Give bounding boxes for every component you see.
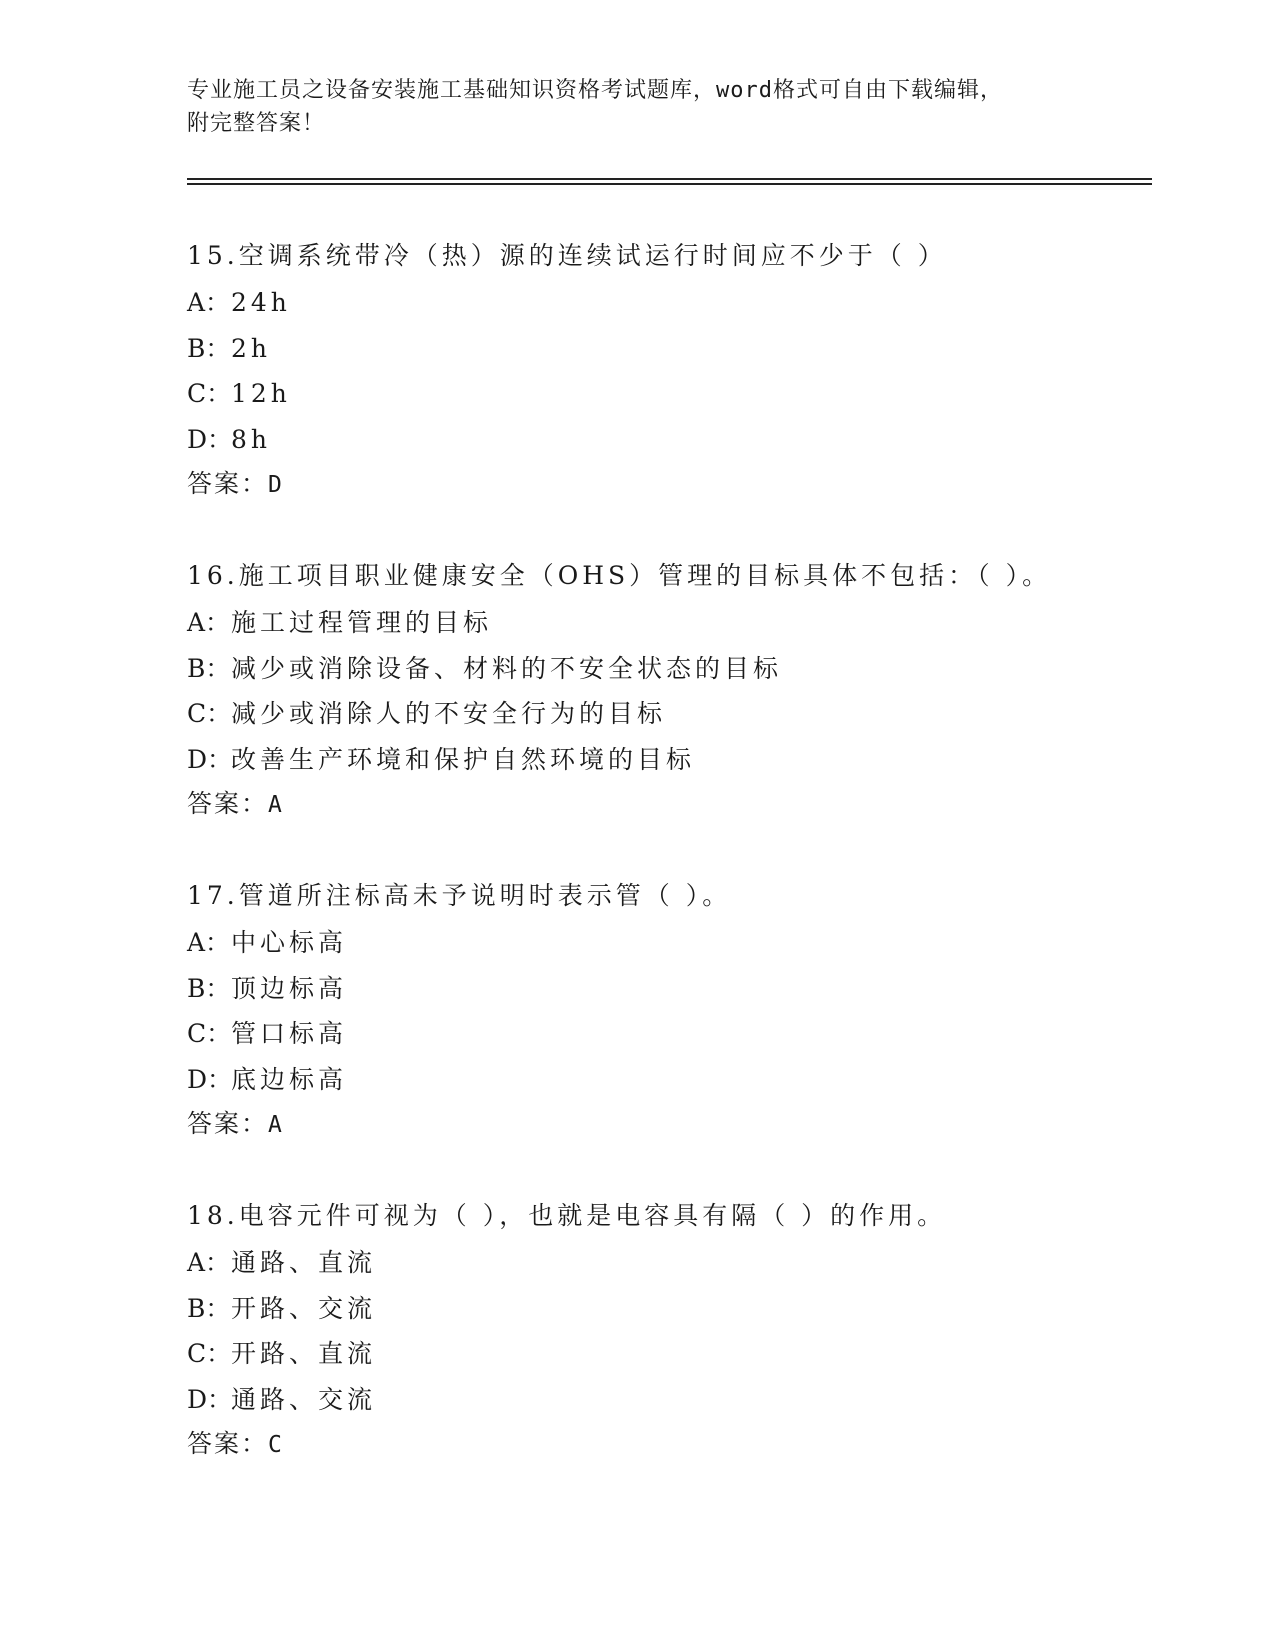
option-text: 改善生产环境和保护自然环境的目标	[231, 744, 696, 774]
option-text: 顶边标高	[231, 973, 348, 1003]
answer-line	[187, 1422, 1167, 1466]
option-a	[187, 600, 1167, 646]
question-title: 18.电容元件可视为（ ），也就是电容具有隔（ ）的作用。	[187, 1201, 947, 1230]
option-text: 8h	[231, 424, 272, 454]
option-text: 通路、交流	[231, 1384, 377, 1414]
option-b	[187, 326, 1167, 372]
option-letter: B：	[187, 333, 231, 363]
option-text: 开路、交流	[231, 1293, 377, 1323]
option-a	[187, 1240, 1167, 1286]
answer-line	[187, 782, 1167, 826]
option-text: 管口标高	[231, 1019, 348, 1048]
option-b	[187, 966, 1167, 1012]
answer-label: 答案：	[187, 789, 269, 818]
option-letter: C：	[187, 1019, 232, 1048]
option-b	[187, 646, 1167, 692]
option-c	[187, 1331, 1167, 1377]
question-17	[187, 872, 1167, 1146]
option-text: 开路、直流	[231, 1339, 377, 1368]
answer-value: C	[268, 1432, 282, 1458]
question-18	[187, 1192, 1167, 1466]
question-16	[187, 552, 1167, 826]
option-d	[187, 1057, 1167, 1103]
option-letter: C：	[187, 699, 232, 728]
option-letter: B：	[187, 653, 231, 683]
option-letter: C：	[187, 379, 232, 408]
option-letter: D：	[187, 1064, 233, 1094]
answer-label: 答案：	[187, 1429, 269, 1458]
option-text: 12h	[231, 379, 291, 408]
header-divider-top	[187, 178, 1152, 180]
option-letter: A：	[187, 608, 231, 637]
option-c	[187, 371, 1167, 417]
option-c	[187, 691, 1167, 737]
option-b	[187, 1286, 1167, 1332]
option-text: 施工过程管理的目标	[231, 608, 493, 637]
header-line-1: 专业施工员之设备安装施工基础知识资格考试题库，word格式可自由下载编辑，	[187, 78, 1003, 103]
option-text: 2h	[231, 333, 272, 363]
answer-label: 答案：	[187, 469, 269, 498]
option-text: 减少或消除设备、材料的不安全状态的目标	[231, 653, 783, 683]
option-d	[187, 737, 1167, 783]
option-text: 底边标高	[231, 1064, 348, 1094]
option-d	[187, 417, 1167, 463]
question-title: 15.空调系统带冷（热）源的连续试运行时间应不少于（ ）	[187, 241, 947, 270]
option-letter: A：	[187, 288, 231, 317]
header-line-2: 附完整答案！	[187, 111, 326, 136]
answer-line	[187, 1102, 1167, 1146]
option-text: 24h	[231, 288, 291, 317]
answer-value: D	[268, 472, 282, 498]
answer-value: A	[268, 792, 282, 818]
question-15	[187, 232, 1167, 506]
option-a	[187, 920, 1167, 966]
option-letter: B：	[187, 1293, 231, 1323]
option-letter: D：	[187, 424, 233, 454]
option-d	[187, 1377, 1167, 1423]
option-letter: D：	[187, 744, 233, 774]
header-divider-bottom	[187, 183, 1152, 185]
option-a	[187, 280, 1167, 326]
option-letter: C：	[187, 1339, 232, 1368]
option-letter: D：	[187, 1384, 233, 1414]
option-letter: A：	[187, 928, 231, 957]
option-text: 减少或消除人的不安全行为的目标	[231, 699, 667, 728]
answer-value: A	[268, 1112, 282, 1138]
document-header	[187, 74, 1087, 140]
answer-line	[187, 462, 1167, 506]
option-text: 通路、直流	[231, 1248, 377, 1277]
option-text: 中心标高	[231, 928, 348, 957]
answer-label: 答案：	[187, 1109, 269, 1138]
question-title: 17.管道所注标高未予说明时表示管（ ）。	[187, 881, 732, 910]
option-c	[187, 1011, 1167, 1057]
question-title: 16.施工项目职业健康安全（OHS）管理的目标具体不包括：（ ）。	[187, 561, 1052, 590]
option-letter: A：	[187, 1248, 231, 1277]
option-letter: B：	[187, 973, 231, 1003]
